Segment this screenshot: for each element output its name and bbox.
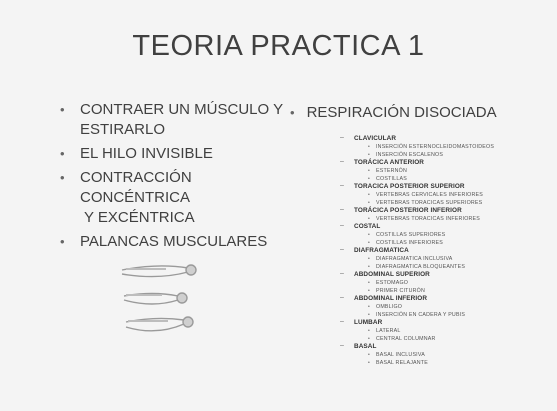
dash-icon: – — [340, 318, 344, 325]
sub-item: • DIAFRAGMATICA BLOQUEANTES — [368, 263, 540, 271]
dash-icon: – — [340, 294, 344, 301]
category-label: ABDOMINAL INFERIOR — [354, 295, 428, 302]
list-item-text-continued: Y EXCÉNTRICA — [84, 209, 195, 226]
respiration-categories — [340, 135, 540, 367]
sub-item: • BASAL RELAJANTE — [368, 359, 540, 367]
category-label: BASAL — [354, 343, 377, 350]
sub-item: • ESTERNÓN — [368, 167, 540, 175]
muscle-3-lower — [126, 324, 184, 331]
joint-1 — [186, 265, 196, 275]
dash-icon: – — [340, 158, 344, 165]
muscle-contraction-diagram-icon — [118, 258, 198, 344]
bullet-icon: • — [290, 105, 295, 120]
sub-item: • VERTEBRAS CERVICALES INFERIORES — [368, 191, 540, 199]
label-bar-2 — [126, 294, 162, 296]
slide-title: TEORIA PRACTICA 1 — [132, 30, 425, 62]
sub-item: • BASAL INCLUSIVA — [368, 351, 540, 359]
category-item — [340, 159, 540, 183]
category-label: TORÁCICA ANTERIOR — [354, 159, 424, 166]
list-item-text-continued: ESTIRARLO — [80, 121, 166, 138]
label-bar-3 — [128, 320, 168, 322]
sub-item: • COSTILLAS — [368, 175, 540, 183]
category-item — [340, 247, 540, 271]
dash-icon: – — [340, 342, 344, 349]
bullet-icon: • — [60, 170, 65, 185]
joint-3 — [183, 317, 193, 327]
dash-icon: – — [340, 246, 344, 253]
category-label: COSTAL — [354, 223, 381, 230]
list-item — [58, 144, 298, 164]
sub-item: • INSERCIÓN ESCALENOS — [368, 151, 540, 159]
sub-item: • OMBLIGO — [368, 303, 540, 311]
joint-2 — [177, 293, 187, 303]
left-bullet-list — [58, 100, 298, 256]
category-item — [340, 183, 540, 207]
muscle-2-lower — [124, 300, 178, 304]
dash-icon: – — [340, 134, 344, 141]
sub-item: • INSERCIÓN EN CADERA Y PUBIS — [368, 311, 540, 319]
category-item — [340, 271, 540, 295]
sub-item: • CENTRAL COLUMNAR — [368, 335, 540, 343]
muscle-1-lower — [122, 272, 188, 277]
sub-item: • DIAFRAGMATICA INCLUSIVA — [368, 255, 540, 263]
category-label: ABDOMINAL SUPERIOR — [354, 271, 430, 278]
dash-icon: – — [340, 270, 344, 277]
dash-icon: – — [340, 222, 344, 229]
category-item — [340, 295, 540, 319]
category-item — [340, 207, 540, 223]
category-item — [340, 223, 540, 247]
sub-item: • ESTOMAGO — [368, 279, 540, 287]
bullet-icon: • — [60, 102, 65, 117]
list-item — [58, 100, 298, 140]
category-label: TORÁCICA POSTERIOR INFERIOR — [354, 207, 462, 214]
sub-item: • LATERAL — [368, 327, 540, 335]
dash-icon: – — [340, 206, 344, 213]
category-item — [340, 135, 540, 159]
list-item — [58, 168, 298, 228]
category-label: CLAVICULAR — [354, 135, 397, 142]
sub-item: • COSTILLAS INFERIORES — [368, 239, 540, 247]
list-item-text: EL HILO INVISIBLE — [80, 145, 213, 162]
sub-item: • PRIMER CITURÓN — [368, 287, 540, 295]
list-item-text: PALANCAS MUSCULARES — [80, 233, 268, 250]
right-heading — [290, 104, 540, 121]
sub-item: • COSTILLAS SUPERIORES — [368, 231, 540, 239]
label-bar-1 — [126, 268, 166, 270]
list-item-text: CONTRAER UN MÚSCULO Y — [80, 101, 284, 118]
bullet-icon: • — [60, 234, 65, 249]
sub-item: • VERTEBRAS TORACICAS SUPERIORES — [368, 199, 540, 207]
category-label: DIAFRAGMATICA — [354, 247, 409, 254]
category-item — [340, 343, 540, 367]
sub-item: • VERTEBRAS TORACICAS INFERIORES — [368, 215, 540, 223]
dash-icon: – — [340, 182, 344, 189]
muscle-figure-svg — [118, 258, 198, 344]
right-heading-text: RESPIRACIÓN DISOCIADA — [306, 104, 497, 121]
category-label: LUMBAR — [354, 319, 383, 326]
list-item — [58, 232, 298, 252]
bullet-icon: • — [60, 146, 65, 161]
list-item-text: CONTRACCIÓN CONCÉNTRICA — [80, 169, 192, 206]
category-item — [340, 319, 540, 343]
category-label: TORACICA POSTERIOR SUPERIOR — [354, 183, 465, 190]
sub-item: • INSERCIÓN ESTERNOCLEIDOMASTOIDEOS — [368, 143, 540, 151]
